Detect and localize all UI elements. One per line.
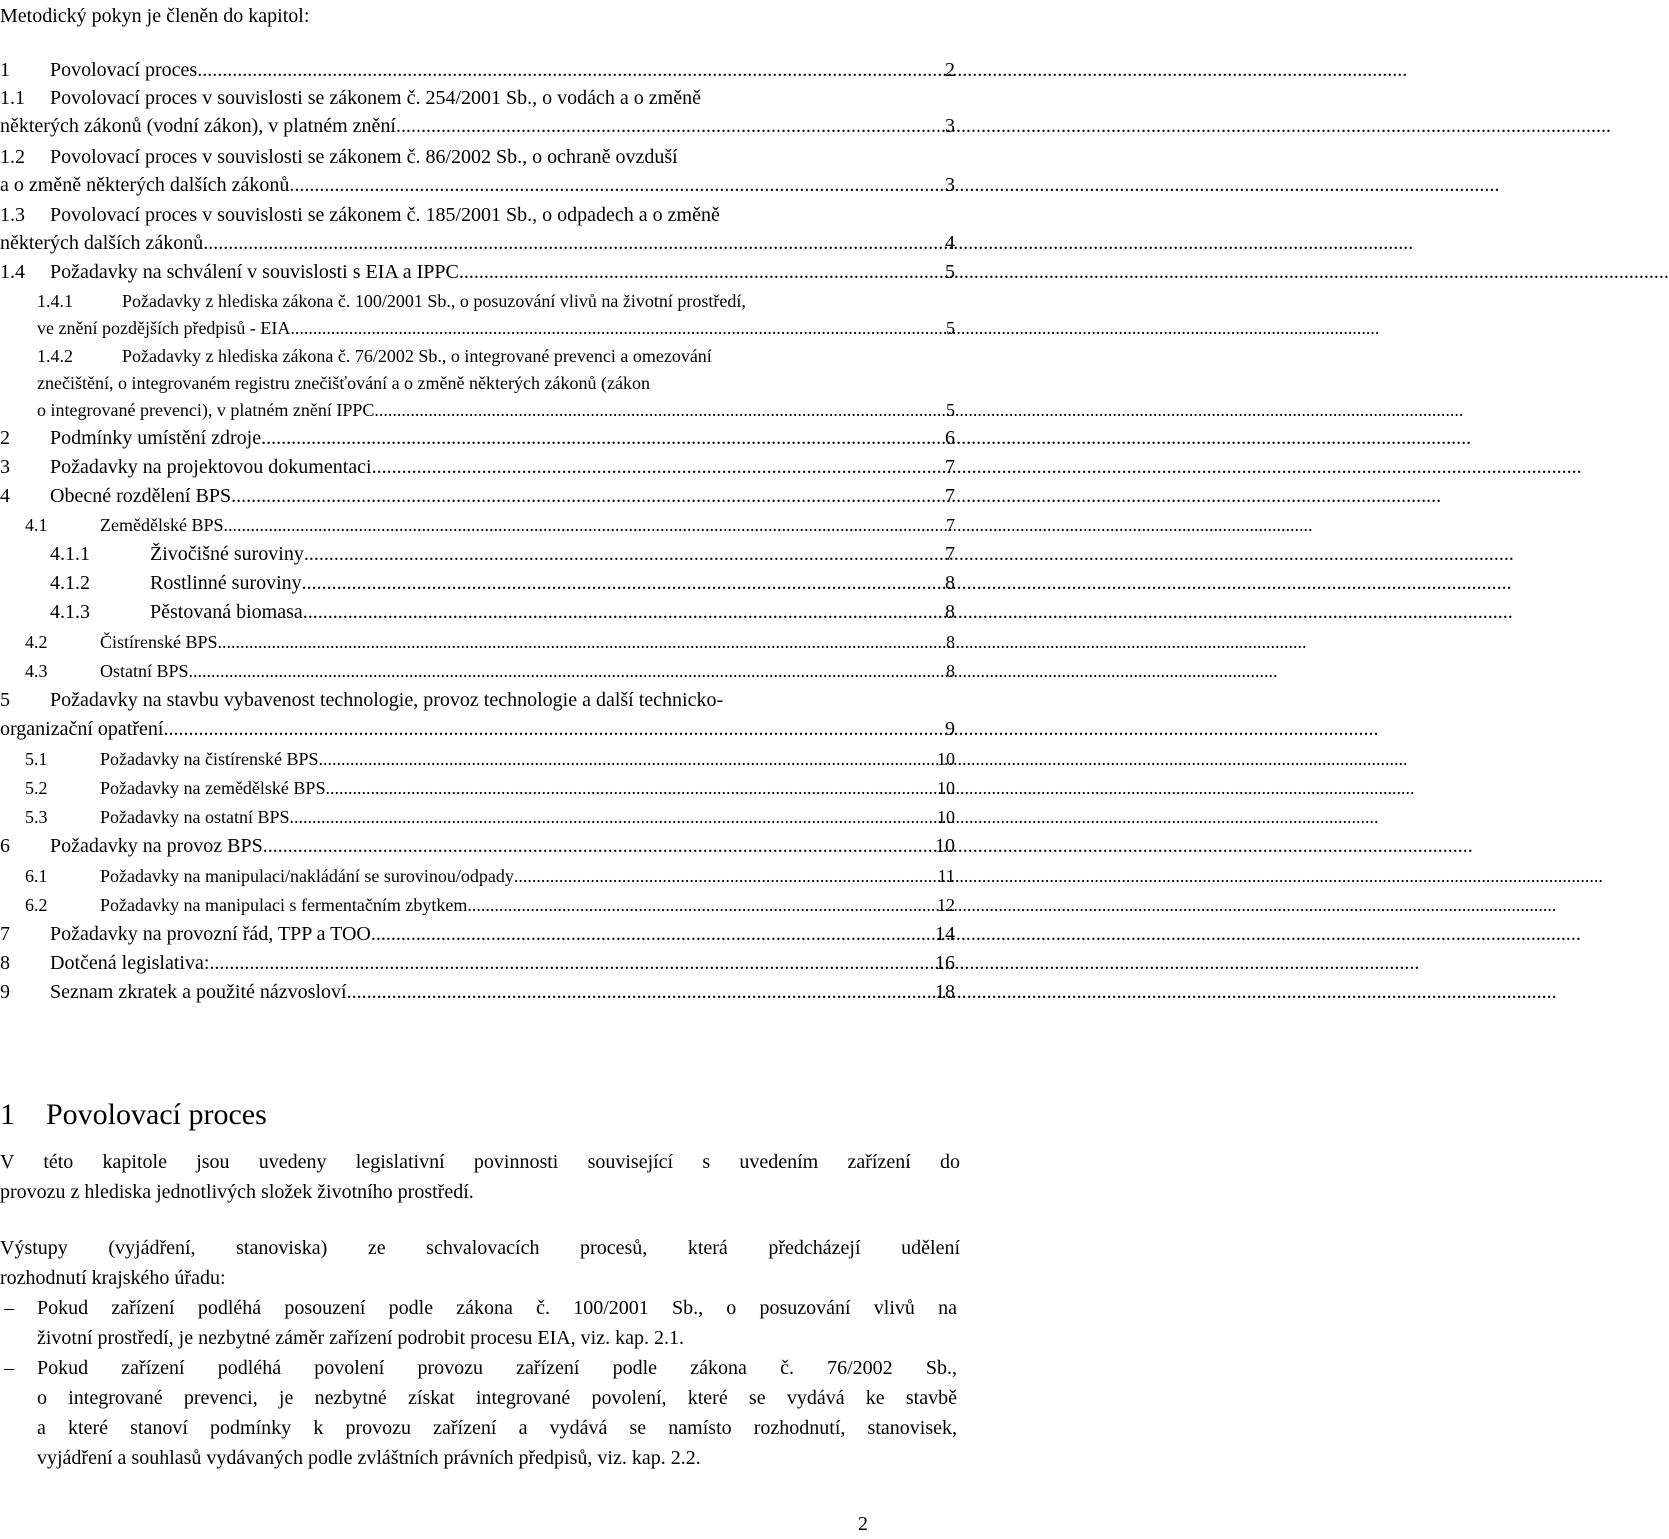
toc-number: 4.1.2 [50,572,90,594]
toc-title: Požadavky na ostatní BPS [100,807,290,827]
toc-entry[interactable] [25,862,955,890]
toc-number: 3 [0,456,10,478]
toc-title: Požadavky na schválení v souvislosti s EIA a IPPC [50,261,459,283]
toc-leader [459,258,943,286]
list-item-text [37,1353,957,1473]
toc-entry-continuation[interactable] [37,314,955,342]
toc-title: Požadavky na provozní řád, TPP a TOO [50,923,371,945]
toc-entry[interactable] [0,978,955,1006]
toc-page: 8 [946,661,955,681]
toc-entry[interactable] [25,657,955,685]
paragraph-line: V této kapitole jsou uvedeny legislativní povinnosti související s uvedením zařízení do [0,1151,960,1173]
page-number: 2 [858,1513,868,1535]
toc-title: Ostatní BPS [100,661,189,681]
toc-number: 1.4.1 [37,291,73,311]
toc-number: 1.1 [0,87,25,109]
toc-page: 16 [935,952,955,974]
toc-number: 8 [0,952,10,974]
toc-entry[interactable] [50,598,955,626]
list-item-line: Pokud zařízení podléhá posouzení podle zákona č. 100/2001 Sb., o posuzování vlivů na [37,1297,957,1319]
toc-leader [318,745,935,773]
toc-entry[interactable] [0,201,955,229]
toc-leader [290,314,944,342]
toc-title: Povolovací proces v souvislosti se zákonem č. 185/2001 Sb., o odpadech a o změně [50,204,720,226]
toc-title: Zemědělské BPS [100,515,224,535]
toc-page: 4 [945,232,955,254]
toc-entry[interactable] [0,143,955,171]
toc-number: 1.2 [0,146,25,168]
toc-number: 1.4.2 [37,346,73,366]
toc-number: 4 [0,485,10,507]
toc-title: Povolovací proces v souvislosti se zákonem č. 86/2002 Sb., o ochraně ovzduší [50,146,678,168]
toc-title: Požadavky na projektovou dokumentaci [50,456,372,478]
toc-leader [224,511,945,539]
dash-bullet-icon: – [4,1297,14,1319]
list-item-line: a které stanoví podmínky k provozu zařízení a vydává se namísto rozhodnutí, stanovisek, [37,1417,957,1439]
toc-entry[interactable] [0,453,955,481]
toc-page: 8 [945,601,955,623]
toc-leader [209,949,933,977]
toc-entry[interactable] [25,891,955,919]
toc-title: Požadavky na manipulaci/nakládání se surovinou/odpady [100,866,514,886]
list-item-line: Pokud zařízení podléhá povolení provozu zařízení podle zákona č. 76/2002 Sb., [37,1357,957,1379]
toc-leader [304,540,943,568]
toc-title: Požadavky na stavbu vybavenost technologie, provoz technologie a další technicko- [50,689,724,711]
toc-leader [372,453,943,481]
toc-leader [467,891,935,919]
chapter-number: 1 [0,1098,15,1131]
toc-page: 7 [945,485,955,507]
toc-page: 2 [945,59,955,81]
toc-leader [347,978,933,1006]
toc-title: Živočišné suroviny [150,543,304,565]
toc-leader [302,569,943,597]
chapter-heading [0,1095,267,1135]
toc-title: Požadavky z hlediska zákona č. 76/2002 Sb., o integrované prevenci a omezování [122,346,712,366]
list-item-line: vyjádření a souhlasů vydávaných podle zvláštních právních předpisů, viz. kap. 2.2. [37,1447,701,1469]
toc-leader [374,396,944,424]
toc-number: 5.3 [25,807,48,827]
toc-number: 6.1 [25,866,48,886]
paragraph [0,1233,960,1293]
toc-page: 9 [945,718,955,740]
table-of-contents [0,0,960,1010]
chapter-title: Povolovací proces [46,1098,267,1131]
toc-page: 7 [945,543,955,565]
toc-leader [231,482,943,510]
toc-entry[interactable] [50,569,955,597]
toc-title-cont: o integrované prevenci), v platném znění IPPC [37,400,375,420]
toc-leader [168,715,943,743]
toc-leader [189,657,944,685]
list-item-line: životní prostředí, je nezbytné záměr zařízení podrobit procesu EIA, viz. kap. 2.1. [37,1327,684,1349]
toc-title: Podmínky umístění zdroje [50,427,262,449]
toc-leader [197,56,943,84]
toc-title: Čistírenské BPS [100,632,218,652]
toc-number: 1.3 [0,204,25,226]
dash-bullet-icon: – [4,1357,14,1379]
toc-number: 6 [0,835,10,857]
toc-entry[interactable] [0,84,955,112]
toc-leader [218,628,944,656]
toc-leader [514,862,936,890]
toc-entry[interactable] [25,745,955,773]
toc-leader [203,229,943,257]
toc-leader [261,424,943,452]
paragraph [0,1147,960,1207]
toc-entry-continuation[interactable] [0,715,955,743]
toc-number: 9 [0,981,10,1003]
toc-entry[interactable] [37,342,955,370]
toc-number: 2 [0,427,10,449]
toc-number: 5.1 [25,749,48,769]
toc-entry-continuation[interactable] [0,171,955,199]
toc-page: 14 [935,923,955,945]
toc-title: Dotčená legislativa: [50,952,210,974]
toc-number: 5 [0,689,10,711]
toc-title: Požadavky na manipulaci s fermentačním zbytkem [100,895,468,915]
toc-leader [401,112,943,140]
toc-leader [290,803,936,831]
toc-page: 8 [945,572,955,594]
toc-leader [289,171,943,199]
toc-title: Rostlinné suroviny [150,572,302,594]
toc-entry[interactable] [50,540,955,568]
toc-entry[interactable] [25,511,955,539]
list-item-text [37,1293,957,1353]
toc-title: Požadavky na provoz BPS [50,835,263,857]
toc-page: 18 [935,981,955,1003]
toc-title: Povolovací proces [50,59,198,81]
toc-page: 10 [937,778,955,798]
toc-leader [371,920,933,948]
toc-entry-continuation[interactable] [37,369,955,397]
toc-number: 1.4 [0,261,25,283]
toc-title: Obecné rozdělení BPS [50,485,232,507]
toc-number: 1 [0,59,10,81]
toc-number: 4.1.1 [50,543,90,565]
toc-page: 10 [937,807,955,827]
toc-entry-continuation[interactable] [0,229,955,257]
toc-title: Požadavky na čistírenské BPS [100,749,319,769]
toc-title: Požadavky z hlediska zákona č. 100/2001 Sb., o posuzování vlivů na životní prostředí, [122,291,746,311]
toc-page: 12 [937,895,955,915]
toc-number: 7 [0,923,10,945]
toc-number: 4.2 [25,632,48,652]
toc-title-cont: organizační opatření. [0,718,169,740]
toc-title: Povolovací proces v souvislosti se zákonem č. 254/2001 Sb., o vodách a o změně [50,87,701,109]
toc-entry[interactable] [25,803,955,831]
list-item-line: o integrované prevenci, je nezbytné získat integrované povolení, které se vydává ke stavbě [37,1387,957,1409]
paragraph-line: rozhodnutí krajského úřadu: [0,1267,226,1289]
toc-entry[interactable] [0,832,955,860]
toc-title-cont: a o změně některých dalších zákonů [0,174,290,196]
toc-entry[interactable] [37,287,955,315]
toc-entry[interactable] [0,258,955,286]
toc-leader [263,832,933,860]
toc-page: 7 [946,515,955,535]
toc-entry[interactable] [25,774,955,802]
intro-text: Metodický pokyn je členěn do kapitol: [0,5,310,27]
toc-entry[interactable] [0,482,955,510]
paragraph-line: Výstupy (vyjádření, stanoviska) ze schvalovacích procesů, která předcházejí udělení [0,1237,960,1259]
toc-entry[interactable] [0,424,955,452]
toc-page: 8 [946,632,955,652]
toc-title: Pěstovaná biomasa [150,601,303,623]
toc-number: 4.3 [25,661,48,681]
toc-title: Seznam zkratek a použité názvosloví [50,981,347,1003]
toc-number: 5.2 [25,778,48,798]
toc-title-cont: znečištění, o integrovaném registru znečišťování a o změně některých zákonů (zákon [37,373,650,393]
toc-page: 7 [945,456,955,478]
toc-page: 6 [945,427,955,449]
toc-leader [325,774,935,802]
toc-number: 4.1 [25,515,48,535]
toc-page: 10 [937,749,955,769]
toc-page: 5 [946,318,955,338]
paragraph-line: provozu z hlediska jednotlivých složek životního prostředí. [0,1181,474,1203]
toc-title-cont: některých zákonů (vodní zákon), v platném znění. [0,115,401,137]
toc-number: 4.1.3 [50,601,90,623]
toc-title-cont: ve znění pozdějších předpisů - EIA [37,318,291,338]
toc-number: 6.2 [25,895,48,915]
toc-entry[interactable] [0,56,955,84]
toc-page: 3 [945,174,955,196]
toc-entry[interactable] [25,628,955,656]
toc-entry[interactable] [0,686,955,714]
toc-title-cont: některých dalších zákonů [0,232,204,254]
toc-entry-continuation[interactable] [37,396,955,424]
toc-title: Požadavky na zemědělské BPS [100,778,326,798]
toc-leader [303,598,943,626]
toc-entry[interactable] [0,920,955,948]
toc-page: 5 [945,261,955,283]
toc-page: 5 [946,400,955,420]
toc-page: 10 [935,835,955,857]
toc-entry[interactable] [0,949,955,977]
toc-page: 3 [945,115,955,137]
toc-entry-continuation[interactable] [0,112,955,140]
toc-page: 11 [937,866,955,886]
